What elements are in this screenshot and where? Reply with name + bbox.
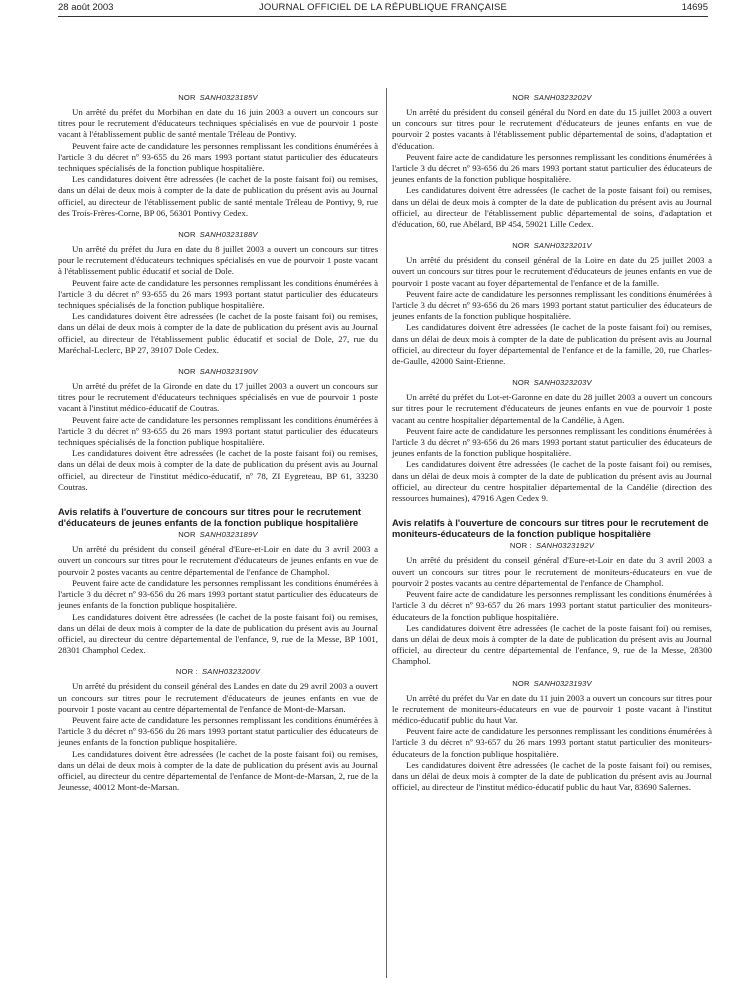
notice-paragraph: Peuvent faire acte de candidature les personnes remplissant les conditions énumérées à l'article 3 du décret nº 93-655 du 26 mars 1993 portant statut particulier des éducateurs techniques spécialisés de la fonction publique hospitalière. <box>58 140 378 174</box>
nor-reference <box>392 540 712 551</box>
nor-reference <box>58 529 378 540</box>
notice-paragraph: Peuvent faire acte de candidature les personnes remplissant les conditions énumérées à l'article 3 du décret nº 93-656 du 26 mars 1993 portant statut particulier des éducateurs de jeunes enfants de la fonction publique hospitalière. <box>58 577 378 611</box>
nor-reference <box>58 666 378 677</box>
right-column <box>392 92 712 803</box>
notice-paragraph: Les candidatures doivent être adressées (le cachet de la poste faisant foi) ou remises, dans un délai de deux mois à compter de la date de publication du présent avis au Journal officiel, au directeur du centre départemental de l'enfance, 9, rue de la Messe, BP 1001, 28301 Champhol Cedex. <box>58 611 378 656</box>
notice-paragraph: Peuvent faire acte de candidature les personnes remplissant les conditions énumérées à l'article 3 du décret nº 93-656 du 26 mars 1993 portant statut particulier des éducateurs de jeunes enfants de la fonction publique hospitalière. <box>58 714 378 748</box>
nor-code: SANH0323193V <box>533 678 592 688</box>
nor-code: SANH0323202V <box>533 93 592 102</box>
notice-paragraph: Peuvent faire acte de candidature les personnes remplissant les conditions énumérées à l'article 3 du décret nº 93-655 du 26 mars 1993 portant statut particulier des éducateurs techniques spécialisés de la fonction publique hospitalière. <box>58 277 378 311</box>
nor-reference <box>58 92 378 103</box>
notice-paragraph: Un arrêté du préfet du Lot-et-Garonne en date du 28 juillet 2003 a ouvert un concours sur titres pour le recrutement d'éducateurs de jeunes enfants en vue de pourvoir 1 poste vacant au centre hospitalier départemental de la Candélie, à Agen. <box>392 392 712 425</box>
notice <box>58 529 378 656</box>
nor-code: SANH0323203V <box>533 378 592 388</box>
notice-paragraph: Peuvent faire acte de candidature les personnes remplissant les conditions énumérées à l'article 3 du décret nº 93-655 du 26 mars 1993 portant statut particulier des éducateurs techniques spécialisés de la fonction publique hospitalière. <box>58 414 378 448</box>
nor-label: NOR <box>178 230 196 240</box>
nor-label: NOR <box>512 241 530 251</box>
nor-label: NOR : <box>175 667 198 677</box>
nor-reference <box>392 92 712 103</box>
column-divider <box>386 88 387 978</box>
header-rule <box>58 16 708 17</box>
notice-paragraph: Un arrêté du président du conseil général des Landes en date du 29 avril 2003 a ouvert un concours sur titres pour le recrutement d'éducateurs de jeunes enfants en vue de pourvoir 1 poste vacant au centre départemental de l'enfance de Mont-de-Marsan. <box>58 681 378 714</box>
notice <box>392 540 712 667</box>
nor-code: SANH0323188V <box>199 230 258 240</box>
nor-reference <box>58 229 378 240</box>
notice <box>58 366 378 493</box>
notice-paragraph: Un arrêté du préfet du Morbihan en date du 16 juin 2003 a ouvert un concours sur titres pour le recrutement d'éducateurs techniques spécialisés en vue de pourvoir 1 poste vacant à l'établissement public de santé mentale Tréleau de Pontivy. <box>58 107 378 140</box>
notice-paragraph: Les candidatures doivent être adressées (le cachet de la poste faisant foi) ou remises, dans un délai de deux mois à compter de la date de publication du présent avis au Journal officiel, au directeur du foyer départemental de l'enfance et de la famille, 20, rue Charles-de-Gaulle, 42000 Saint-Etienne. <box>392 322 712 367</box>
notice-paragraph: Les candidatures doivent être adressées (le cachet de la poste faisant foi) ou remises, dans un délai de deux mois à compter de la date de publication du présent avis au Journal officiel, au directeur de l'institut médico-éducatif, nº 78, ZI Eygreteau, BP 61, 33230 Coutras. <box>58 448 378 492</box>
notice-paragraph: Les candidatures doivent être adressées (le cachet de la poste faisant foi) ou remises, dans un délai de deux mois à compter de la date de publication du présent avis au Journal officiel, au directeur du centre départemental de l'enfance de Mont-de-Marsan, 2, rue de la Jeunesse, 40012 Mont-de-Marsan. <box>58 748 378 793</box>
notice-paragraph: Les candidatures doivent être adressées (le cachet de la poste faisant foi) ou remises, dans un délai de deux mois à compter de la date de publication du présent avis au Journal officiel, au directeur du centre départemental de l'enfance, 9, rue de la Messe, 28300 Champhol. <box>392 622 712 667</box>
notice <box>392 240 712 367</box>
nor-code: SANH0323190V <box>199 367 258 377</box>
notice-paragraph: Les candidatures doivent être adressées (le cachet de la poste faisant foi) ou remises, dans un délai de deux mois à compter de la date de publication du présent avis au Journal officiel, au directeur de l'établissement public de santé mentale Tréleau de Pontivy, 9, rue des Trois-Frères-Corne, BP 06, 56301 Pontivy Cedex. <box>58 174 378 218</box>
notice-paragraph: Peuvent faire acte de candidature les personnes remplissant les conditions énumérées à l'article 3 du décret nº 93-656 du 26 mars 1993 portant statut particulier des éducateurs de jeunes enfants de la fonction publique hospitalière. <box>392 425 712 459</box>
notice-paragraph: Un arrêté du président du conseil général d'Eure-et-Loir en date du 3 avril 2003 a ouvert un concours sur titres pour le recrutement d'éducateurs de jeunes enfants en vue de pourvoir 2 postes vacants au centre départemental de l'enfance de Champhol. <box>58 544 378 577</box>
notice-paragraph: Un arrêté du préfet du Var en date du 11 juin 2003 a ouvert un concours sur titres pour le recrutement de moniteurs-éducateurs en vue de pourvoir 1 poste vacant à l'institut médico-éducatif public du haut Var. <box>392 692 712 725</box>
nor-label: NOR <box>178 367 196 377</box>
notice <box>58 92 378 219</box>
nor-label: NOR <box>512 678 530 688</box>
notice-paragraph: Les candidatures doivent être adressées (le cachet de la poste faisant foi) ou remises, dans un délai de deux mois à compter de la date de publication du présent avis au Journal officiel, au directeur de l'institut médico-éducatif public du haut Var, 83690 Salernes. <box>392 759 712 793</box>
notice-paragraph: Un arrêté du président du conseil général du Nord en date du 15 juillet 2003 a ouvert un concours sur titres pour le recrutement d'éducateurs de jeunes enfants en vue de pourvoir 2 postes vacants à l'établissement public départemental de soins, d'adaptation et d'éducation. <box>392 107 712 151</box>
left-column <box>58 92 378 803</box>
notice-paragraph: Un arrêté du préfet du Jura en date du 8 juillet 2003 a ouvert un concours sur titres pour le recrutement d'éducateurs techniques spécialisés en vue de pourvoir 1 poste vacant à l'établissement public éducatif et social de Dole. <box>58 244 378 277</box>
nor-reference <box>392 240 712 251</box>
nor-code: SANH0323200V <box>201 667 261 677</box>
page-header <box>58 0 708 16</box>
section-heading: Avis relatifs à l'ouverture de concours sur titres pour le recrutement d'éducateurs de jeunes enfants de la fonction publique hospitalière <box>58 506 362 528</box>
notice-paragraph: Peuvent faire acte de candidature les personnes remplissant les conditions énumérées à l'article 3 du décret nº 93-657 du 26 mars 1993 portant statut particulier des moniteurs-éducateurs de la fonction publique hospitalière. <box>392 589 712 622</box>
nor-label: NOR <box>178 93 196 102</box>
nor-label: NOR : <box>509 541 532 551</box>
nor-code: SANH0323189V <box>199 530 258 540</box>
notice-paragraph: Les candidatures doivent être adressées (le cachet de la poste faisant foi) ou remises, dans un délai de deux mois à compter de la date de publication du présent avis au Journal officiel, au directeur de l'établissement public départemental de soins, d'adaptation et d'éducation, 60, rue Abélard, BP 454, 59021 Lille Cedex. <box>392 185 712 230</box>
notice-paragraph: Les candidatures doivent être adressées (le cachet de la poste faisant foi) ou remises, dans un délai de deux mois à compter de la date de publication du présent avis au Journal officiel, au directeur de l'établissement public éducatif et social de Dole, 27, rue du Maréchal-Leclerc, BP 27, 39107 Dole Cedex. <box>58 311 378 355</box>
notice <box>392 678 712 794</box>
header-page-number: 14695 <box>681 2 708 13</box>
notice-paragraph: Peuvent faire acte de candidature les personnes remplissant les conditions énumérées à l'article 3 du décret nº 93-656 du 26 mars 1993 portant statut particulier des éducateurs de jeunes enfants de la fonction publique hospitalière. <box>392 151 712 185</box>
notice-paragraph: Un arrêté du préfet de la Gironde en date du 17 juillet 2003 a ouvert un concours sur titres pour le recrutement d'éducateurs techniques spécialisés en vue de pourvoir 1 poste vacant à l'institut médico-éducatif de Coutras. <box>58 381 378 414</box>
notice-paragraph: Un arrêté du président du conseil général de la Loire en date du 25 juillet 2003 a ouvert un concours sur titres pour le recrutement d'éducateurs de jeunes enfants en vue de pourvoir 1 poste vacant au foyer départemental de l'enfance et de la famille. <box>392 255 712 288</box>
nor-reference <box>58 366 378 377</box>
notice-paragraph: Peuvent faire acte de candidature les personnes remplissant les conditions énumérées à l'article 3 du décret nº 93-657 du 26 mars 1993 portant statut particulier des moniteurs-éducateurs de la fonction publique hospitalière. <box>392 726 712 759</box>
nor-reference <box>392 377 712 388</box>
nor-label: NOR <box>512 378 530 388</box>
notice <box>392 377 712 504</box>
nor-label: NOR <box>512 93 530 102</box>
header-title: JOURNAL OFFICIEL DE LA RÉPUBLIQUE FRANÇAISE <box>258 2 508 13</box>
notice <box>58 229 378 356</box>
section-heading: Avis relatifs à l'ouverture de concours sur titres pour le recrutement de moniteurs-éducateurs de la fonction publique hospitalière <box>392 517 709 539</box>
nor-code: SANH0323192V <box>535 541 595 551</box>
notice-paragraph: Peuvent faire acte de candidature les personnes remplissant les conditions énumérées à l'article 3 du décret nº 93-656 du 26 mars 1993 portant statut particulier des éducateurs de jeunes enfants de la fonction publique hospitalière. <box>392 288 712 322</box>
notice-paragraph: Un arrêté du président du conseil général d'Eure-et-Loir en date du 3 avril 2003 a ouvert un concours sur titres pour le recrutement de moniteurs-éducateurs en vue de pourvoir 2 postes vacants au centre départemental de l'enfance de Champhol. <box>392 555 712 588</box>
nor-reference <box>392 678 712 689</box>
notice <box>58 666 378 793</box>
nor-code: SANH0323201V <box>533 241 592 251</box>
nor-label: NOR <box>178 530 196 540</box>
nor-code: SANH0323185V <box>199 93 258 102</box>
header-date: 28 août 2003 <box>58 2 114 13</box>
notice-paragraph: Les candidatures doivent être adressées (le cachet de la poste faisant foi) ou remises, dans un délai de deux mois à compter de la date de publication du présent avis au Journal officiel, au directeur du centre hospitalier départemental de la Candélie (direction des ressources humaines), 47916 Agen Cedex 9. <box>392 459 712 504</box>
notice <box>392 92 712 230</box>
